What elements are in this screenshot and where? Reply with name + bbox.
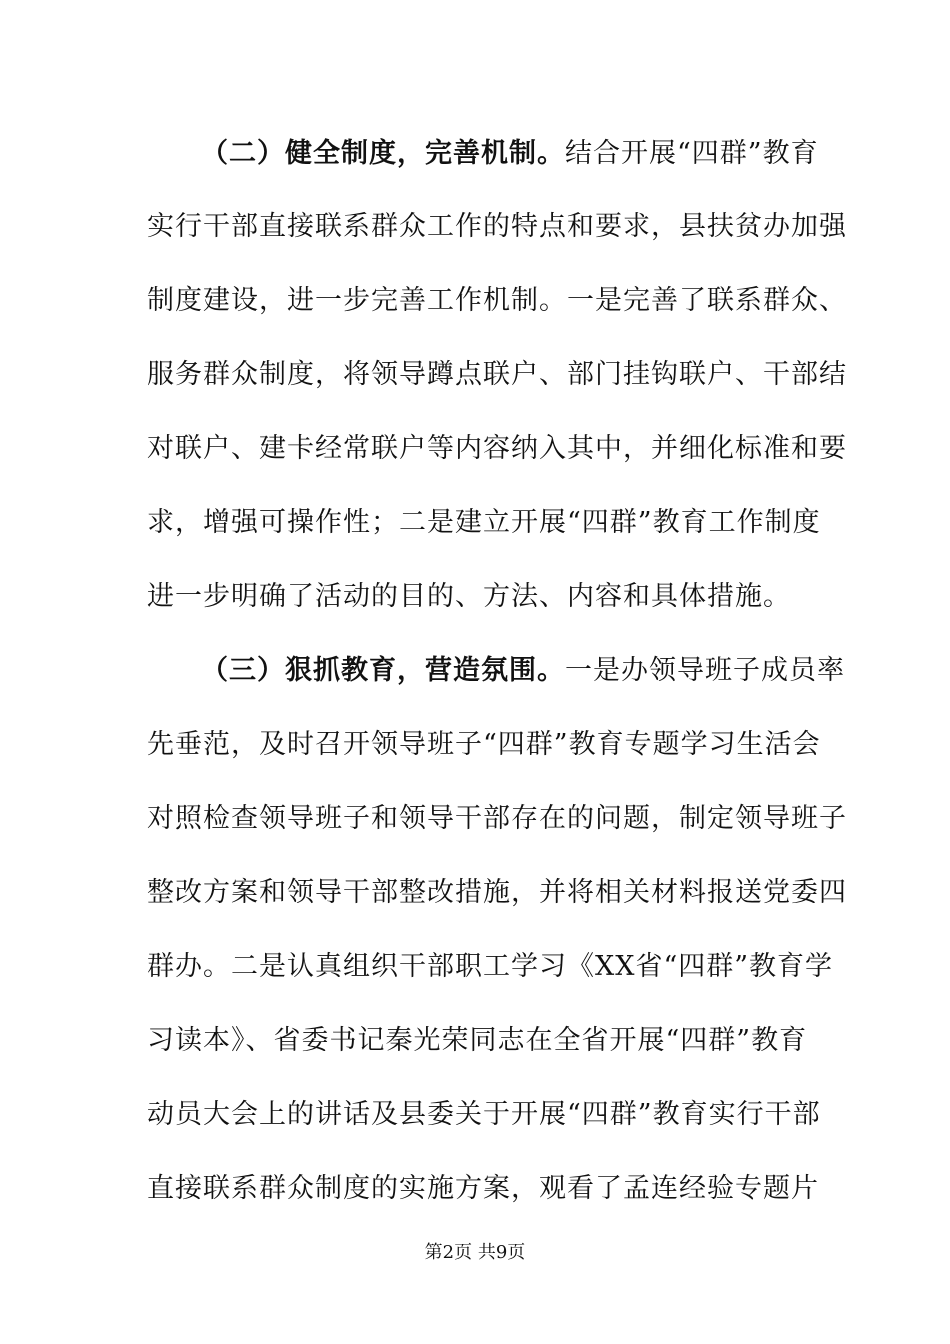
paragraph-2-heading: （三）狠抓教育，营造氛围。 bbox=[201, 655, 565, 686]
paragraph-1-line-4: 服务群众制度，将领导蹲点联户、部门挂钩联户、干部结 bbox=[147, 359, 847, 390]
paragraph-2-line-4: 整改方案和领导干部整改措施，并将相关材料报送党委四 bbox=[147, 877, 847, 908]
paragraph-2-line-2: 先垂范，及时召开领导班子“四群”教育专题学习生活会 bbox=[147, 729, 821, 760]
paragraph-2-line-8: 直接联系群众制度的实施方案，观看了孟连经验专题片 bbox=[147, 1173, 819, 1204]
paragraph-2-line-3: 对照检查领导班子和领导干部存在的问题，制定领导班子 bbox=[147, 803, 847, 834]
paragraph-2-line-6: 习读本》、省委书记秦光荣同志在全省开展“四群”教育 bbox=[147, 1025, 808, 1056]
paragraph-1-line-5: 对联户、建卡经常联户等内容纳入其中，并细化标准和要 bbox=[147, 433, 847, 464]
paragraph-1-line-3: 制度建设，进一步完善工作机制。一是完善了联系群众、 bbox=[147, 285, 847, 316]
paragraph-1-line-1 bbox=[201, 134, 819, 174]
paragraph-2-line-7: 动员大会上的讲话及县委关于开展“四群”教育实行干部 bbox=[147, 1099, 821, 1130]
paragraph-1-line-7: 进一步明确了活动的目的、方法、内容和具体措施。 bbox=[147, 581, 791, 612]
paragraph-2-line-5: 群办。二是认真组织干部职工学习《XX省“四群”教育学 bbox=[147, 951, 834, 982]
paragraph-2-text: 一是办领导班子成员率 bbox=[565, 655, 845, 686]
paragraph-1-heading: （二）健全制度，完善机制。 bbox=[201, 138, 565, 169]
paragraph-1-line-6: 求，增强可操作性；二是建立开展“四群”教育工作制度 bbox=[147, 507, 821, 538]
page-footer: 第2页 共9页 bbox=[424, 1242, 526, 1263]
paragraph-1-line-2: 实行干部直接联系群众工作的特点和要求，县扶贫办加强 bbox=[147, 211, 847, 242]
paragraph-1-text: 结合开展“四群”教育 bbox=[565, 138, 819, 169]
paragraph-2-line-1 bbox=[201, 651, 845, 691]
